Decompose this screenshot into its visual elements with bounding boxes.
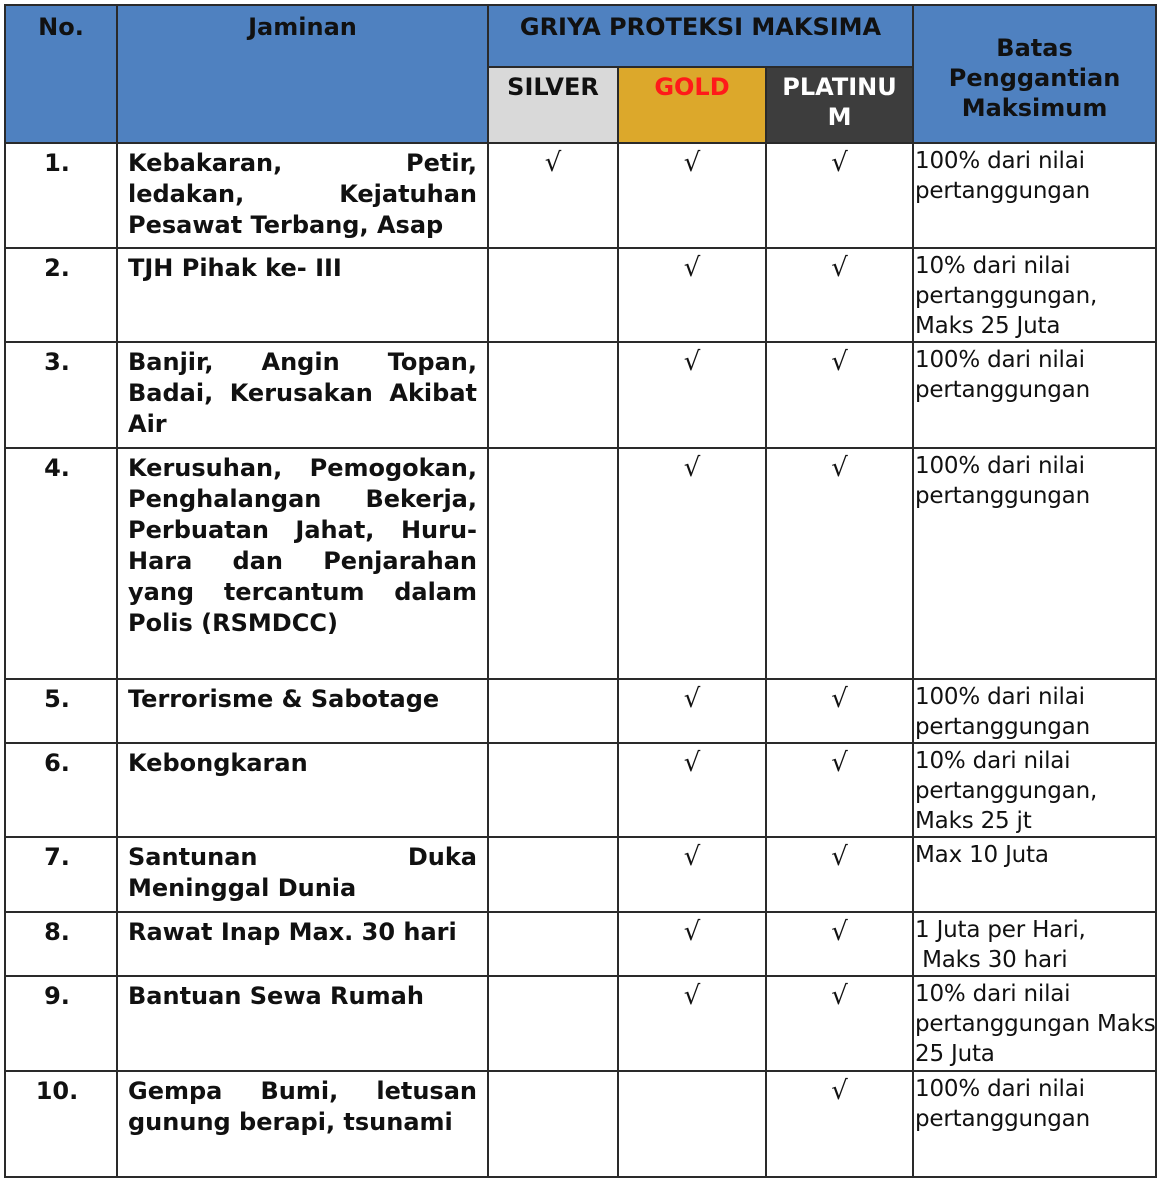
row-number: 7. (5, 837, 117, 912)
row-batas-line: 100% dari nilai (915, 1076, 1085, 1102)
row-batas (913, 143, 1156, 248)
tier-silver-header: SILVER (488, 67, 618, 143)
row-platinum-check: √ (766, 679, 913, 743)
table-row (5, 743, 1156, 837)
coverage-rows (5, 143, 1156, 1177)
row-gold-check: √ (618, 837, 766, 912)
row-batas (913, 248, 1156, 342)
row-batas-line: pertanggungan (915, 377, 1090, 403)
row-gold-check: √ (618, 448, 766, 679)
row-silver-check (488, 448, 618, 679)
row-gold-check: √ (618, 743, 766, 837)
row-jaminan: Gempa Bumi, letusan gunung berapi, tsunami (117, 1071, 488, 1177)
header-batas-line: Penggantian (948, 64, 1121, 92)
row-platinum-check: √ (766, 448, 913, 679)
row-batas-line: 100% dari nilai (915, 148, 1085, 174)
row-silver-check (488, 743, 618, 837)
row-batas (913, 743, 1156, 837)
row-platinum-check: √ (766, 342, 913, 448)
row-batas-line: pertanggungan, (915, 778, 1098, 804)
row-batas-line: 100% dari nilai (915, 453, 1085, 479)
row-platinum-check: √ (766, 143, 913, 248)
row-number: 8. (5, 912, 117, 976)
row-gold-check: √ (618, 679, 766, 743)
row-batas-line: pertanggungan Maks (915, 1011, 1156, 1037)
table-row (5, 837, 1156, 912)
row-batas (913, 679, 1156, 743)
row-silver-check (488, 912, 618, 976)
row-batas (913, 976, 1156, 1071)
row-number: 6. (5, 743, 117, 837)
table-row (5, 976, 1156, 1071)
row-gold-check: √ (618, 342, 766, 448)
tier-platinum-line: PLATINU (782, 73, 897, 101)
row-batas-line: pertanggungan (915, 1106, 1090, 1132)
row-batas-line: pertanggungan, (915, 283, 1098, 309)
row-batas-line: Maks 25 Juta (915, 313, 1061, 339)
table-row (5, 448, 1156, 679)
header-jaminan: Jaminan (117, 5, 488, 143)
row-gold-check: √ (618, 143, 766, 248)
row-silver-check (488, 976, 618, 1071)
row-silver-check: √ (488, 143, 618, 248)
row-batas (913, 342, 1156, 448)
row-batas-line: Maks 25 jt (915, 808, 1032, 834)
row-number: 2. (5, 248, 117, 342)
tier-platinum-header (766, 67, 913, 143)
row-batas-line: 10% dari nilai (915, 981, 1071, 1007)
row-batas-line: 100% dari nilai (915, 347, 1085, 373)
tier-platinum-line: M (827, 103, 852, 131)
row-jaminan: Terrorisme & Sabotage (117, 679, 488, 743)
row-silver-check (488, 1071, 618, 1177)
row-jaminan: Santunan Duka Meninggal Dunia (117, 837, 488, 912)
table-row (5, 1071, 1156, 1177)
row-silver-check (488, 837, 618, 912)
table-row (5, 342, 1156, 448)
row-platinum-check: √ (766, 1071, 913, 1177)
row-batas (913, 837, 1156, 912)
header-batas-penggantian (913, 5, 1156, 143)
table-row (5, 912, 1156, 976)
row-batas-line: 10% dari nilai (915, 253, 1071, 279)
row-jaminan: Kerusuhan, Pemogokan, Penghalangan Bekerja, Perbuatan Jahat, Huru-Hara dan Penjarahan yang tercantum dalam Polis (RSMDCC) (117, 448, 488, 679)
row-batas-line: 10% dari nilai (915, 748, 1071, 774)
header-product-group: GRIYA PROTEKSI MAKSIMA (488, 5, 913, 67)
row-batas (913, 448, 1156, 679)
row-jaminan: Rawat Inap Max. 30 hari (117, 912, 488, 976)
row-platinum-check: √ (766, 912, 913, 976)
row-number: 3. (5, 342, 117, 448)
row-jaminan: TJH Pihak ke- III (117, 248, 488, 342)
row-platinum-check: √ (766, 837, 913, 912)
tier-gold-header: GOLD (618, 67, 766, 143)
table-row (5, 679, 1156, 743)
row-number: 1. (5, 143, 117, 248)
coverage-table (4, 4, 1157, 1178)
row-batas-line: Max 10 Juta (915, 842, 1049, 868)
row-batas-line: pertanggungan (915, 178, 1090, 204)
row-silver-check (488, 342, 618, 448)
row-jaminan: Kebongkaran (117, 743, 488, 837)
row-batas (913, 1071, 1156, 1177)
row-number: 4. (5, 448, 117, 679)
row-batas-line: 25 Juta (915, 1041, 995, 1067)
row-jaminan: Kebakaran, Petir, ledakan, Kejatuhan Pesawat Terbang, Asap (117, 143, 488, 248)
row-number: 10. (5, 1071, 117, 1177)
row-gold-check (618, 1071, 766, 1177)
row-batas-line: 1 Juta per Hari, (915, 917, 1086, 943)
row-platinum-check: √ (766, 743, 913, 837)
row-batas-line: pertanggungan (915, 483, 1090, 509)
table-row (5, 248, 1156, 342)
row-batas-line: 100% dari nilai (915, 684, 1085, 710)
row-platinum-check: √ (766, 248, 913, 342)
row-number: 9. (5, 976, 117, 1071)
row-jaminan: Bantuan Sewa Rumah (117, 976, 488, 1071)
header-batas-line: Batas (996, 34, 1073, 62)
row-gold-check: √ (618, 976, 766, 1071)
table-row (5, 143, 1156, 248)
row-platinum-check: √ (766, 976, 913, 1071)
row-silver-check (488, 679, 618, 743)
row-silver-check (488, 248, 618, 342)
row-batas-line: Maks 30 hari (915, 947, 1068, 973)
header-batas-line: Maksimum (961, 94, 1108, 122)
row-batas-line: pertanggungan (915, 714, 1090, 740)
header-no: No. (5, 5, 117, 143)
row-batas (913, 912, 1156, 976)
row-gold-check: √ (618, 912, 766, 976)
row-jaminan: Banjir, Angin Topan, Badai, Kerusakan Akibat Air (117, 342, 488, 448)
row-gold-check: √ (618, 248, 766, 342)
row-number: 5. (5, 679, 117, 743)
